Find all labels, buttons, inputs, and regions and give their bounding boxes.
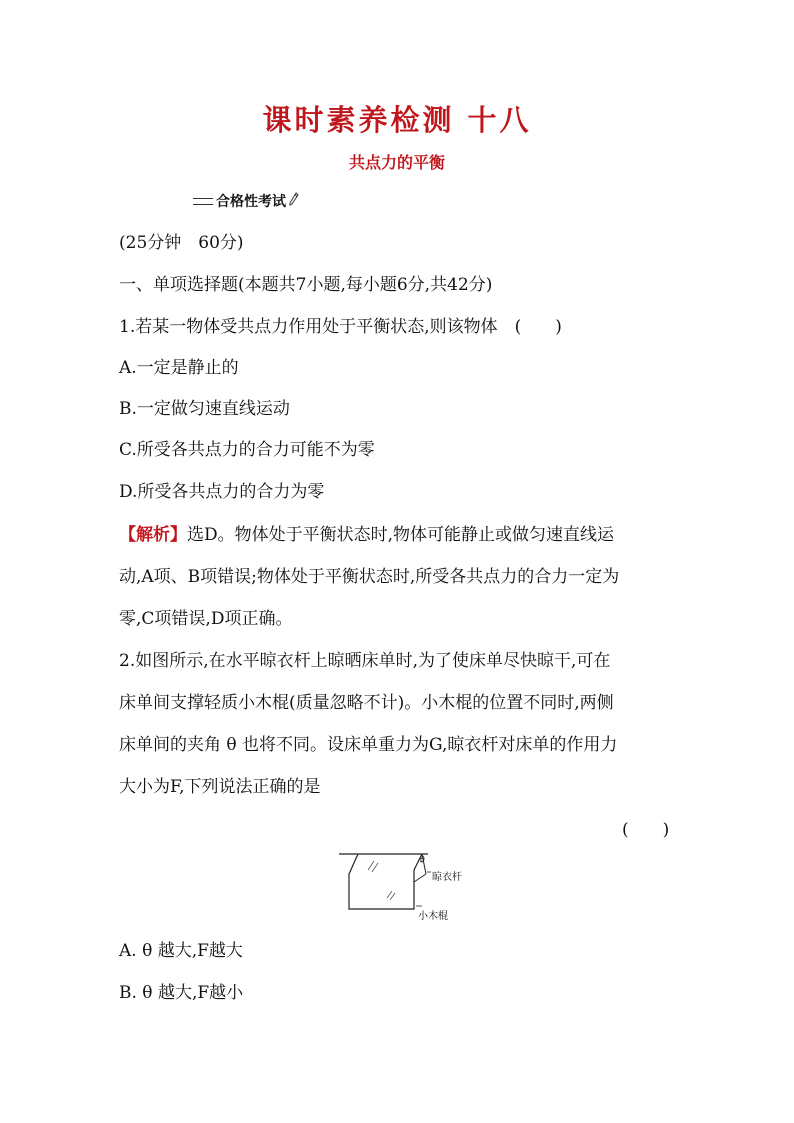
q2-option-b: B. θ 越大,F越小 bbox=[119, 983, 244, 1003]
q1-stem: 1.若某一物体受共点力作用处于平衡状态,则该物体 ( ) bbox=[119, 317, 562, 337]
q1-option-b: B.一定做匀速直线运动 bbox=[119, 399, 290, 419]
q2-option-a: A. θ 越大,F越大 bbox=[119, 941, 243, 961]
section-label bbox=[193, 191, 299, 211]
q1-analysis-line-1 bbox=[119, 514, 679, 556]
bedsheet-figure bbox=[336, 848, 466, 923]
q1-analysis-line-2: 动,A项、B项错误;物体处于平衡状态时,所受各共点力的合力一定为 bbox=[119, 567, 620, 587]
q1-analysis-line-3: 零,C项错误,D项正确。 bbox=[119, 609, 293, 629]
page-title: 课时素养检测 十八 bbox=[262, 103, 532, 137]
pencil-icon bbox=[289, 192, 299, 210]
sheet-outline bbox=[349, 854, 422, 909]
section-label-text: 合格性考试 bbox=[216, 194, 286, 210]
analysis-text-1: 选D。物体处于平衡状态时,物体可能静止或做匀速直线运 bbox=[187, 525, 615, 545]
q1-analysis bbox=[119, 514, 679, 640]
q2-stem-line-2: 床单间支撑轻质小木棍(质量忽略不计)。小木棍的位置不同时,两侧 bbox=[119, 693, 614, 713]
q1-option-d: D.所受各共点力的合力为零 bbox=[119, 482, 325, 502]
q1-option-c: C.所受各共点力的合力可能不为零 bbox=[119, 440, 375, 460]
q2-stem-line-1: 2.如图所示,在水平晾衣杆上晾晒床单时,为了使床单尽快晾干,可在 bbox=[119, 651, 611, 671]
double-line-decoration bbox=[193, 198, 213, 205]
q1-option-a: A.一定是静止的 bbox=[119, 358, 239, 378]
analysis-tag: 【解析】 bbox=[119, 525, 187, 545]
q2-stem-line-3: 床单间的夹角 θ 也将不同。设床单重力为G,晾衣杆对床单的作用力 bbox=[119, 735, 618, 755]
q2-answer-paren: ( ) bbox=[622, 820, 670, 840]
svg-text:θ: θ bbox=[420, 855, 425, 864]
q2-stem-line-4: 大小为F,下列说法正确的是 bbox=[119, 777, 321, 797]
time-score: (25分钟 60分) bbox=[119, 233, 244, 253]
q2-stem bbox=[119, 640, 679, 808]
page-subtitle: 共点力的平衡 bbox=[348, 153, 445, 172]
rod-label: 晾衣杆 bbox=[432, 872, 462, 883]
part1-heading: 一、单项选择题(本题共7小题,每小题6分,共42分) bbox=[119, 275, 493, 295]
stick-label: 小木棍 bbox=[418, 911, 448, 922]
